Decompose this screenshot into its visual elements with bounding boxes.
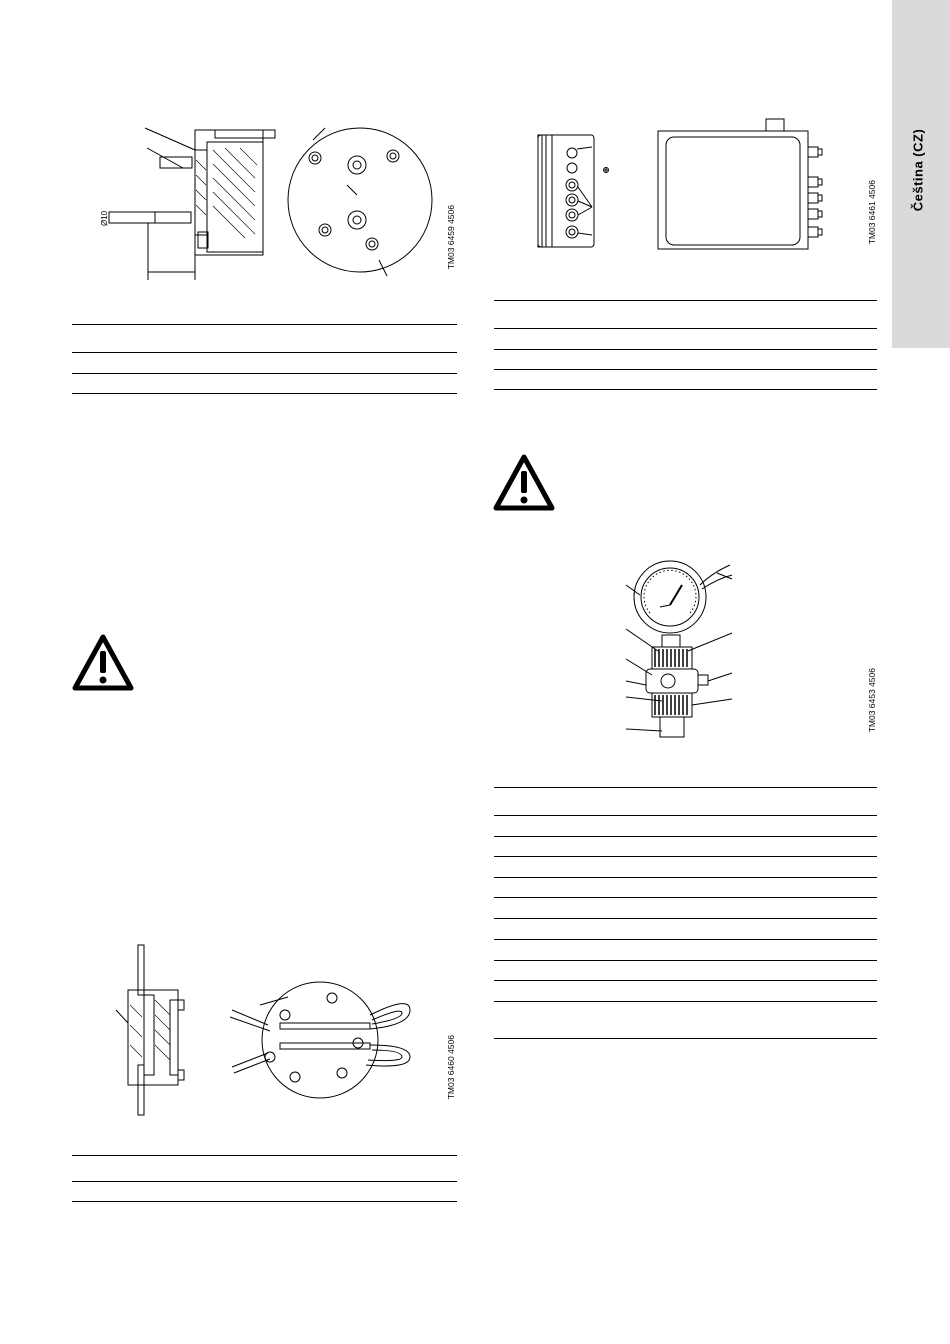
- table-rule: [494, 918, 877, 919]
- table-rule: [494, 787, 877, 788]
- table-rule: [494, 836, 877, 837]
- figure-pressure-gauge: [622, 555, 742, 745]
- table-rule: [494, 369, 877, 370]
- table-rule: [494, 939, 877, 940]
- table-rule: [494, 897, 877, 898]
- table-rule: [494, 856, 877, 857]
- figure-diaphragm-section: [95, 120, 425, 285]
- table-rule: [72, 324, 457, 325]
- table-rule: [72, 1181, 457, 1182]
- table-rule: [494, 815, 877, 816]
- dimension-label: Ø10: [100, 210, 109, 226]
- table-rule: [72, 1201, 457, 1202]
- table-rule: [494, 1038, 877, 1039]
- table-rule: [494, 960, 877, 961]
- table-rule: [494, 328, 877, 329]
- table-rule: [72, 373, 457, 374]
- figure-code: TM03 6460 4506: [446, 1035, 456, 1100]
- table-rule: [72, 1155, 457, 1156]
- table-rule: [494, 980, 877, 981]
- table-rule: [72, 393, 457, 394]
- figure-code: TM03 6459 4506: [446, 205, 456, 270]
- figure-code: TM03 6461 4506: [867, 180, 877, 245]
- language-tab-label: Čeština (CZ): [910, 128, 926, 212]
- figure-diaphragm-with-hoses: [110, 945, 440, 1125]
- language-tab: [892, 0, 950, 348]
- table-rule: [72, 352, 457, 353]
- table-rule: [494, 349, 877, 350]
- table-rule: [494, 1001, 877, 1002]
- figure-code: TM03 6453 4506: [867, 668, 877, 733]
- warning-triangle-icon: [72, 634, 134, 691]
- table-rule: [494, 877, 877, 878]
- warning-triangle-icon: [493, 454, 555, 511]
- table-rule: [494, 300, 877, 301]
- figure-terminal-box: [534, 115, 834, 255]
- table-rule: [494, 389, 877, 390]
